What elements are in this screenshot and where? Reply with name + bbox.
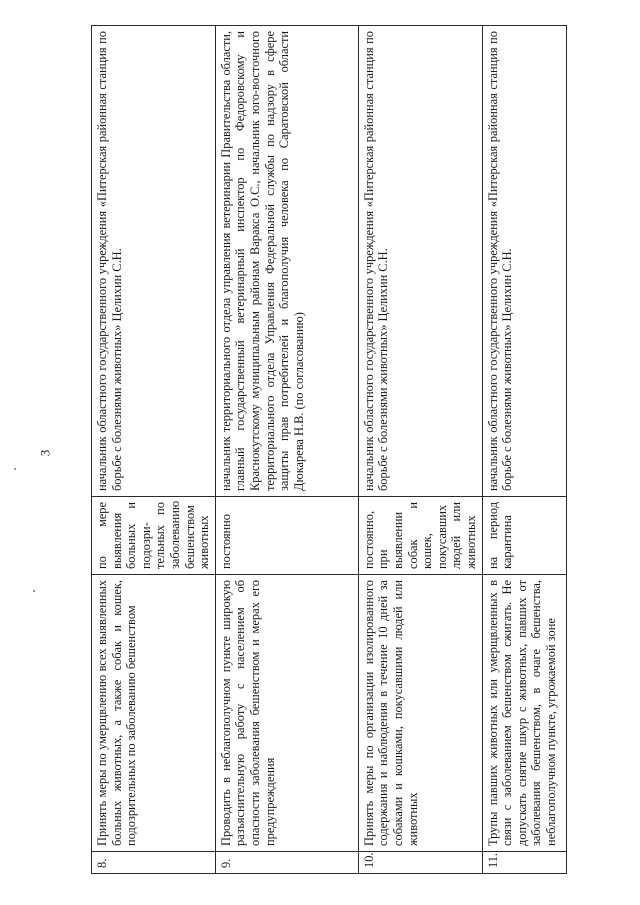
responsible-text: начальник областного государственного учреждения «Питерская районная станция по борьбе с болезнями животных» Целихин С.Н. — [358, 26, 482, 497]
table-row — [358, 26, 482, 874]
measures-table — [91, 25, 567, 874]
term-text: на период карантина — [482, 497, 566, 575]
responsible-text: начальник областного государственного учреждения «Питерская районная станция по борьбе с болезнями животных» Целихин С.Н. — [482, 26, 566, 497]
row-number: 9. — [215, 852, 358, 874]
measure-text: Трупы павших животных или умерщвленных в связи с заболеванием бешенством сжигать. Не допускать снятие шкур с животных, павших от заболевания бешенством, в очаге бешенства, неблагополучном пункте, угрожаемой зоне — [482, 575, 566, 852]
table-row — [482, 26, 566, 874]
measure-text: Принять меры по умерщвлению всех выявленных больных животных, а также собак и кошек, подозрительных по заболеванию бешенством — [92, 575, 216, 852]
table-row — [92, 26, 216, 874]
table-row — [215, 26, 358, 874]
scan-speck — [33, 590, 35, 592]
scan-speck — [14, 468, 16, 470]
measure-text: Проводить в неблагополучном пункте широкую разъяснительную работу с населением об опасности заболевания бешенством и мерах его предупреждения — [215, 575, 358, 852]
term-text: постоянно — [215, 497, 358, 575]
responsible-text: начальник областного государственного учреждения «Питерская районная станция по борьбе с болезнями животных» Целихин С.Н. — [92, 26, 216, 497]
measure-text: Принять меры по организации изолированного содержания и наблюдения в течение 10 дней за собаками и кошками, покусавшими людей или животных — [358, 575, 482, 852]
term-text: постоянно, при выявлении собак и кошек, покусавших людей или животных — [358, 497, 482, 575]
rotated-page — [91, 26, 558, 874]
responsible-text: начальник территориального отдела управления ветеринарии Правительства области, главный государственный ветеринарный инспектор по Федоровскому и Краснокутскому муниципальным районам Варакса О.С., начальник юго-восточного территориального отдела Управления Федеральной службы по надзору в сфере защиты прав потребителей и благополучия человека по Саратовской области Дюкарева Н.В. (по согласованию) — [215, 26, 358, 497]
row-number: 8. — [92, 852, 216, 874]
row-number: 10. — [358, 852, 482, 874]
row-number: 11. — [482, 852, 566, 874]
term-text: по мере выявления больных и подозри-тельных по заболеванию бешенством животных — [92, 497, 216, 575]
page-number: 3 — [37, 449, 53, 457]
